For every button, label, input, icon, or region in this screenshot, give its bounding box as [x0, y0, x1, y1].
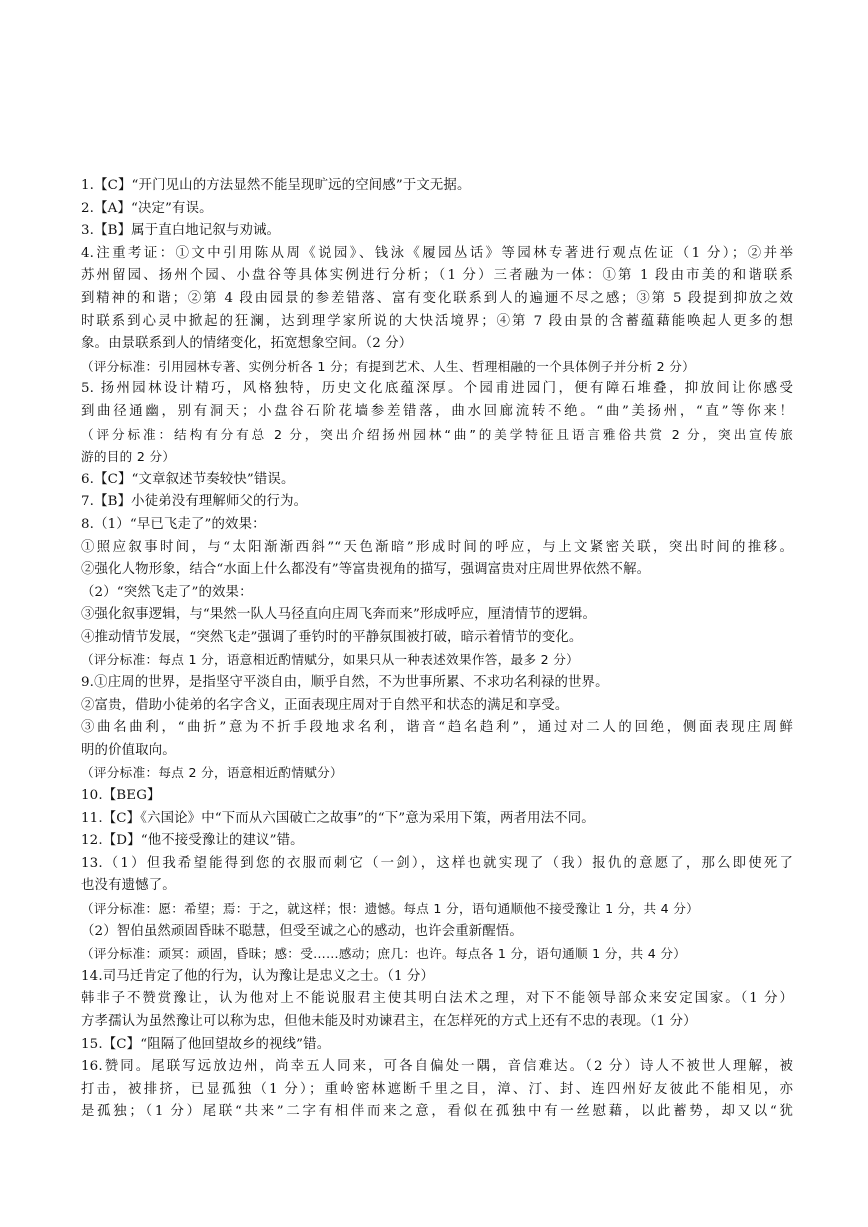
scoring-note-line: （评分标准：顽冥：顽固，昏昧；感：受……感动；庶几：也许。每点各 1 分，语句通顺 1 分，共 4 分）: [81, 946, 687, 962]
answer-line: 2.【A】“决定”有误。: [81, 200, 213, 216]
answer-line: 韩非子不赞赏豫让，认为他对上不能说服君主使其明白法术之理，对下不能领导部众来安定国家。（1 分）: [81, 991, 793, 1007]
answer-line: （2）“突然飞走了”的效果：: [81, 584, 253, 600]
scoring-note-line: （评分标准：愿：希望；焉：于之，就这样；恨：遗憾。每点 1 分，语句通顺他不接受豫让 1 分，共 4 分）: [81, 901, 700, 916]
answer-line: 也没有遗憾了。: [81, 878, 176, 894]
answer-line: 到精神的和谐；②第 4 段由园景的参差错落、富有变化联系到人的遍逦不尽之感；③第 5 段提到抑放之效: [81, 290, 793, 306]
answer-line: 16.赞同。尾联写远放边州，尚幸五人同来，可各自偏处一隅，音信难达。（2 分）诗人不被世人理解，被: [81, 1059, 793, 1075]
answer-line: 象。由景联系到人的情绪变化，拓宽想象空间。（2 分）: [81, 336, 413, 352]
answer-line: 14.司马迁肯定了他的行为，认为豫让是忠义之士。（1 分）: [81, 968, 435, 984]
scoring-note-line: 游的目的 2 分）: [81, 449, 176, 465]
answer-line: 15.【C】“阻隔了他回望故乡的视线”错。: [81, 1036, 331, 1052]
answer-line: ③强化叙事逻辑，与“果然一队人马径直向庄周飞奔而来”形成呼应，厘清情节的逻辑。: [81, 607, 596, 623]
answer-line: 方孝孺认为虽然豫让可以称为忠，但他未能及时劝谏君主，在怎样死的方式上还有不忠的表现。（1 分）: [81, 1013, 697, 1029]
answer-line: 1.【C】“开门见山的方法显然不能呈现旷远的空间感”于文无据。: [81, 178, 471, 193]
answer-line: 11.【C】《六国论》中“下而从六国破亡之故事”的“下”意为采用下策，两者用法不同。: [81, 810, 595, 826]
scoring-note-line: （评分标准：每点 1 分，语意相近酌情赋分，如果只从一种表述效果作答，最多 2 分）: [81, 652, 580, 668]
answer-line: 3.【B】属于直白地记叙与劝诫。: [81, 223, 281, 239]
answer-line: 打击，被排挤，已显孤独（1 分）；重岭密林遮断千里之目，漳、汀、封、连四州好友彼此不能相见，亦: [81, 1081, 793, 1097]
answer-line: 7.【B】小徒弟没有理解师父的行为。: [81, 494, 308, 510]
answer-line: 明的价值取向。: [81, 742, 176, 758]
answer-line: 4.注重考证：①文中引用陈从周《说园》、钱泳《履园丛话》等园林专著进行观点佐证（1 分）；②并举: [81, 245, 793, 261]
answer-line: ②强化人物形象，结合“水面上什么都没有”等富贵视角的描写，强调富贵对庄周世界依然不解。: [81, 562, 651, 578]
answer-line: 5. 扬州园林设计精巧，风格独特，历史文化底蕴深厚。个园甫进园门，便有障石堆叠，抑放间让你感受: [81, 381, 793, 397]
answer-line: （2）智伯虽然顽固昏昧不聪慧，但受至诚之心的感动，也许会重新醒悟。: [81, 923, 523, 939]
answer-line: 时联系到心灵中掀起的狂澜，达到理学家所说的大快活境界；④第 7 段由景的含蓄蕴藉能唤起人更多的想: [81, 313, 793, 329]
answer-line: ①照应叙事时间，与“太阳渐渐西斜”“天色渐暗”形成时间的呼应，与上文紧密关联，突出时间的推移。: [81, 539, 793, 555]
answer-line: ④推动情节发展，“突然飞走”强调了垂钓时的平静氛围被打破，暗示着情节的变化。: [81, 629, 583, 645]
answer-line: ②富贵，借助小徒弟的名字含义，正面表现庄周对于自然平和状态的满足和享受。: [81, 697, 569, 713]
answer-line: 9.①庄周的世界，是指坚守平淡自由，顺乎自然，不为世事所累、不求功名利禄的世界。: [81, 675, 609, 691]
scoring-note-line: （评分标准：每点 2 分，语意相近酌情赋分）: [81, 765, 343, 781]
answer-line: 6.【C】“文章叙述节奏较快”错误。: [81, 471, 295, 487]
answer-line: 10.【BEG】: [81, 788, 161, 804]
answer-line: 苏州留园、扬州个园、小盘谷等具体实例进行分析；（1 分）三者融为一体：①第 1 段由市美的和谐联系: [81, 268, 793, 284]
scoring-note-line: （评分标准：结构有分有总 2 分，突出介绍扬州园林“曲”的美学特征且语言雅俗共赏 2 分，突出宣传旅: [81, 426, 793, 442]
scoring-note-line: （评分标准：引用园林专著、实例分析各 1 分；有提到艺术、人生、哲理相融的一个具体例子并分析 2 分）: [81, 358, 696, 374]
answer-line: 8.（1）“早已飞走了”的效果：: [81, 516, 266, 532]
answer-key-text: [81, 175, 793, 1124]
answer-line: ③曲名曲利，“曲折”意为不折手段地求名利，谐音“趋名趋利”，通过对二人的回绝，侧面表现庄周鲜: [81, 720, 793, 736]
answer-line: 13.（1）但我希望能得到您的衣服而刺它（一剑），这样也就实现了（我）报仇的意愿了，那么即使死了: [81, 855, 793, 871]
answer-line: 12.【D】“他不接受豫让的建议”错。: [81, 833, 304, 849]
answer-line: 到曲径通幽，别有洞天；小盘谷石阶花墙参差错落，曲水回廊流转不绝。“曲”美扬州，“直”等你来！: [81, 403, 793, 419]
answer-line: 是孤独；（1 分）尾联“共来”二字有相伴而来之意，看似在孤独中有一丝慰藉，以此蓄势，却又以“犹: [81, 1104, 793, 1120]
